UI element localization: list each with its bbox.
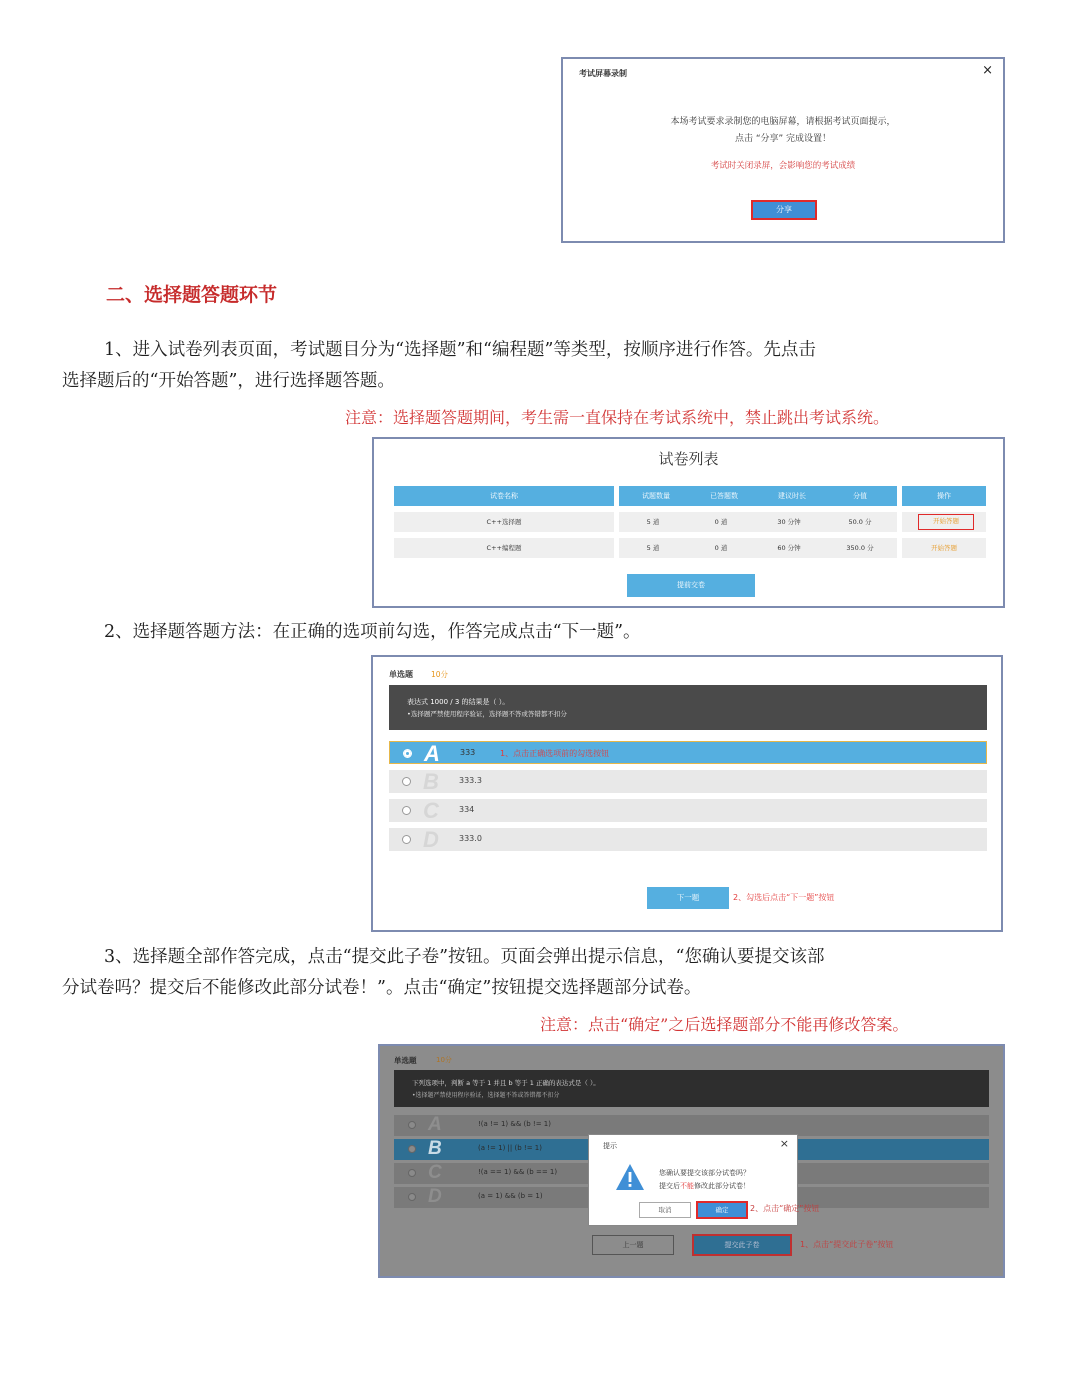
- option-text: !(a != 1) && (b != 1): [478, 1120, 551, 1128]
- question-stem: [394, 1070, 989, 1107]
- table-cell: 5 道: [646, 544, 660, 552]
- option-letter: B: [423, 769, 439, 794]
- question-panel: [371, 655, 1003, 932]
- question-text: 表达式 1000 / 3 的结果是（ ）。: [407, 698, 510, 706]
- paper-list-panel: [372, 437, 1005, 608]
- table-cell: 0 道: [714, 544, 728, 552]
- select-hint: 1、点击正确选项前的勾选按钮: [500, 749, 610, 758]
- warning-icon: [615, 1163, 645, 1195]
- table-cell: 60 分钟: [777, 544, 801, 552]
- option-letter: B: [428, 1138, 442, 1159]
- radio-checked-icon[interactable]: [403, 749, 412, 758]
- table-cell: 0 道: [714, 518, 728, 526]
- option-letter: C: [423, 798, 439, 823]
- confirm-message-line1: 您确认要提交该部分试卷吗？: [659, 1169, 750, 1177]
- option-b[interactable]: [389, 770, 987, 793]
- option-letter: A: [428, 1114, 442, 1135]
- question-score: 10分: [431, 670, 449, 679]
- submit-subpaper-button[interactable]: 提交此子卷: [692, 1234, 792, 1256]
- early-submit-button[interactable]: 提前交卷: [627, 574, 755, 597]
- next-question-button[interactable]: 下一题: [647, 887, 729, 909]
- confirm-text-emphasis: 不能: [680, 1182, 694, 1190]
- option-a[interactable]: [389, 741, 987, 764]
- option-text: (a = 1) && (b = 1): [478, 1192, 543, 1200]
- dialog-title: 考试屏幕录制: [579, 69, 627, 78]
- ok-button[interactable]: 确定: [696, 1201, 748, 1219]
- step1-line1: 1、进入试卷列表页面，考试题目分为“选择题”和“编程题”等类型，按顺序进行作答。先点击: [104, 340, 816, 360]
- radio-checked-icon[interactable]: [408, 1145, 416, 1153]
- table-cell: 50.0 分: [848, 518, 872, 526]
- step1-note: 注意：选择题答题期间，考生需一直保持在考试系统中，禁止跳出考试系统。: [345, 408, 890, 427]
- confirm-message-line2: [659, 1181, 750, 1191]
- question-type: 单选题: [389, 670, 413, 679]
- header-score: 分值: [823, 486, 897, 506]
- option-text: (a != 1) || (b != 1): [478, 1144, 542, 1152]
- option-letter: A: [424, 741, 440, 766]
- option-text: 334: [459, 805, 475, 814]
- radio-icon[interactable]: [408, 1121, 416, 1129]
- start-answer-button[interactable]: 开始答题: [902, 538, 986, 558]
- table-cell: 30 分钟: [777, 518, 801, 526]
- option-c[interactable]: [389, 799, 987, 822]
- option-text: 333: [460, 748, 476, 757]
- dialog-message-line1: 本场考试要求录制您的电脑屏幕，请根据考试页面提示，: [670, 117, 896, 127]
- share-button[interactable]: 分享: [751, 200, 817, 220]
- question-type: 单选题: [394, 1056, 417, 1065]
- question-score: 10分: [436, 1056, 452, 1064]
- step3-line1: 3、选择题全部作答完成，点击“提交此子卷”按钮。页面会弹出提示信息，“您确认要提交该部: [104, 947, 825, 967]
- question-note: •选择题严禁使用程序验证，选择题不答或答错都不扣分: [412, 1092, 560, 1099]
- close-icon[interactable]: ×: [779, 1137, 789, 1150]
- confirm-title: 提示: [603, 1142, 617, 1150]
- option-a[interactable]: [394, 1115, 989, 1136]
- step1-line2: 选择题后的“开始答题”，进行选择题答题。: [62, 371, 395, 391]
- screen-record-dialog: [561, 57, 1005, 243]
- question-text: 下列选项中，判断 a 等于 1 并且 b 等于 1 正确的表达式是（ ）。: [412, 1079, 600, 1087]
- submit-hint: 1、点击“提交此子卷”按钮: [800, 1240, 894, 1249]
- start-answer-button[interactable]: 开始答题: [918, 514, 974, 530]
- submit-panel: [378, 1044, 1005, 1278]
- table-cell: C++编程题: [394, 538, 614, 558]
- ok-hint: 2、点击“确定”按钮: [750, 1204, 820, 1213]
- header-question-count: 试题数量: [619, 486, 693, 506]
- option-letter: D: [428, 1186, 442, 1207]
- question-note: •选择题严禁使用程序验证，选择题不答或答错都不扣分: [407, 710, 567, 718]
- option-letter: C: [428, 1162, 442, 1183]
- question-stem: [389, 685, 987, 730]
- header-answered-count: 已答题数: [687, 486, 761, 506]
- radio-icon[interactable]: [402, 777, 411, 786]
- radio-icon[interactable]: [408, 1169, 416, 1177]
- radio-icon[interactable]: [402, 806, 411, 815]
- table-cell: C++选择题: [394, 512, 614, 532]
- close-icon[interactable]: ×: [982, 63, 993, 78]
- radio-icon[interactable]: [402, 835, 411, 844]
- radio-icon[interactable]: [408, 1193, 416, 1201]
- option-text: 333.0: [459, 834, 482, 843]
- step2-line1: 2、选择题答题方法：在正确的选项前勾选，作答完成点击“下一题”。: [104, 622, 641, 642]
- dialog-warning: 考试时关闭录屏，会影响您的考试成绩: [710, 161, 856, 171]
- paper-list-title: 试卷列表: [658, 450, 719, 468]
- header-duration: 建议时长: [755, 486, 829, 506]
- table-cell: 350.0 分: [846, 544, 874, 552]
- option-text: 333.3: [459, 776, 482, 785]
- table-cell: 5 道: [646, 518, 660, 526]
- option-letter: D: [423, 827, 439, 852]
- step3-line2: 分试卷吗？提交后不能修改此部分试卷！”。点击“确定”按钮提交选择题部分试卷。: [62, 978, 702, 998]
- step3-note: 注意：点击“确定”之后选择题部分不能再修改答案。: [540, 1015, 909, 1034]
- option-text: !(a == 1) && (b == 1): [478, 1168, 558, 1176]
- header-paper-name: 试卷名称: [394, 486, 614, 506]
- dialog-message-line2: 点击 “分享” 完成设置！: [734, 134, 832, 144]
- confirm-text: 修改此部分试卷！: [694, 1182, 750, 1190]
- next-hint: 2、勾选后点击“下一题”按钮: [733, 893, 835, 902]
- cancel-button[interactable]: 取消: [639, 1202, 691, 1218]
- prev-question-button[interactable]: 上一题: [592, 1235, 674, 1255]
- section-heading: 二、选择题答题环节: [106, 284, 278, 306]
- confirm-text: 提交后: [659, 1182, 680, 1190]
- header-action: 操作: [902, 486, 986, 506]
- option-d[interactable]: [389, 828, 987, 851]
